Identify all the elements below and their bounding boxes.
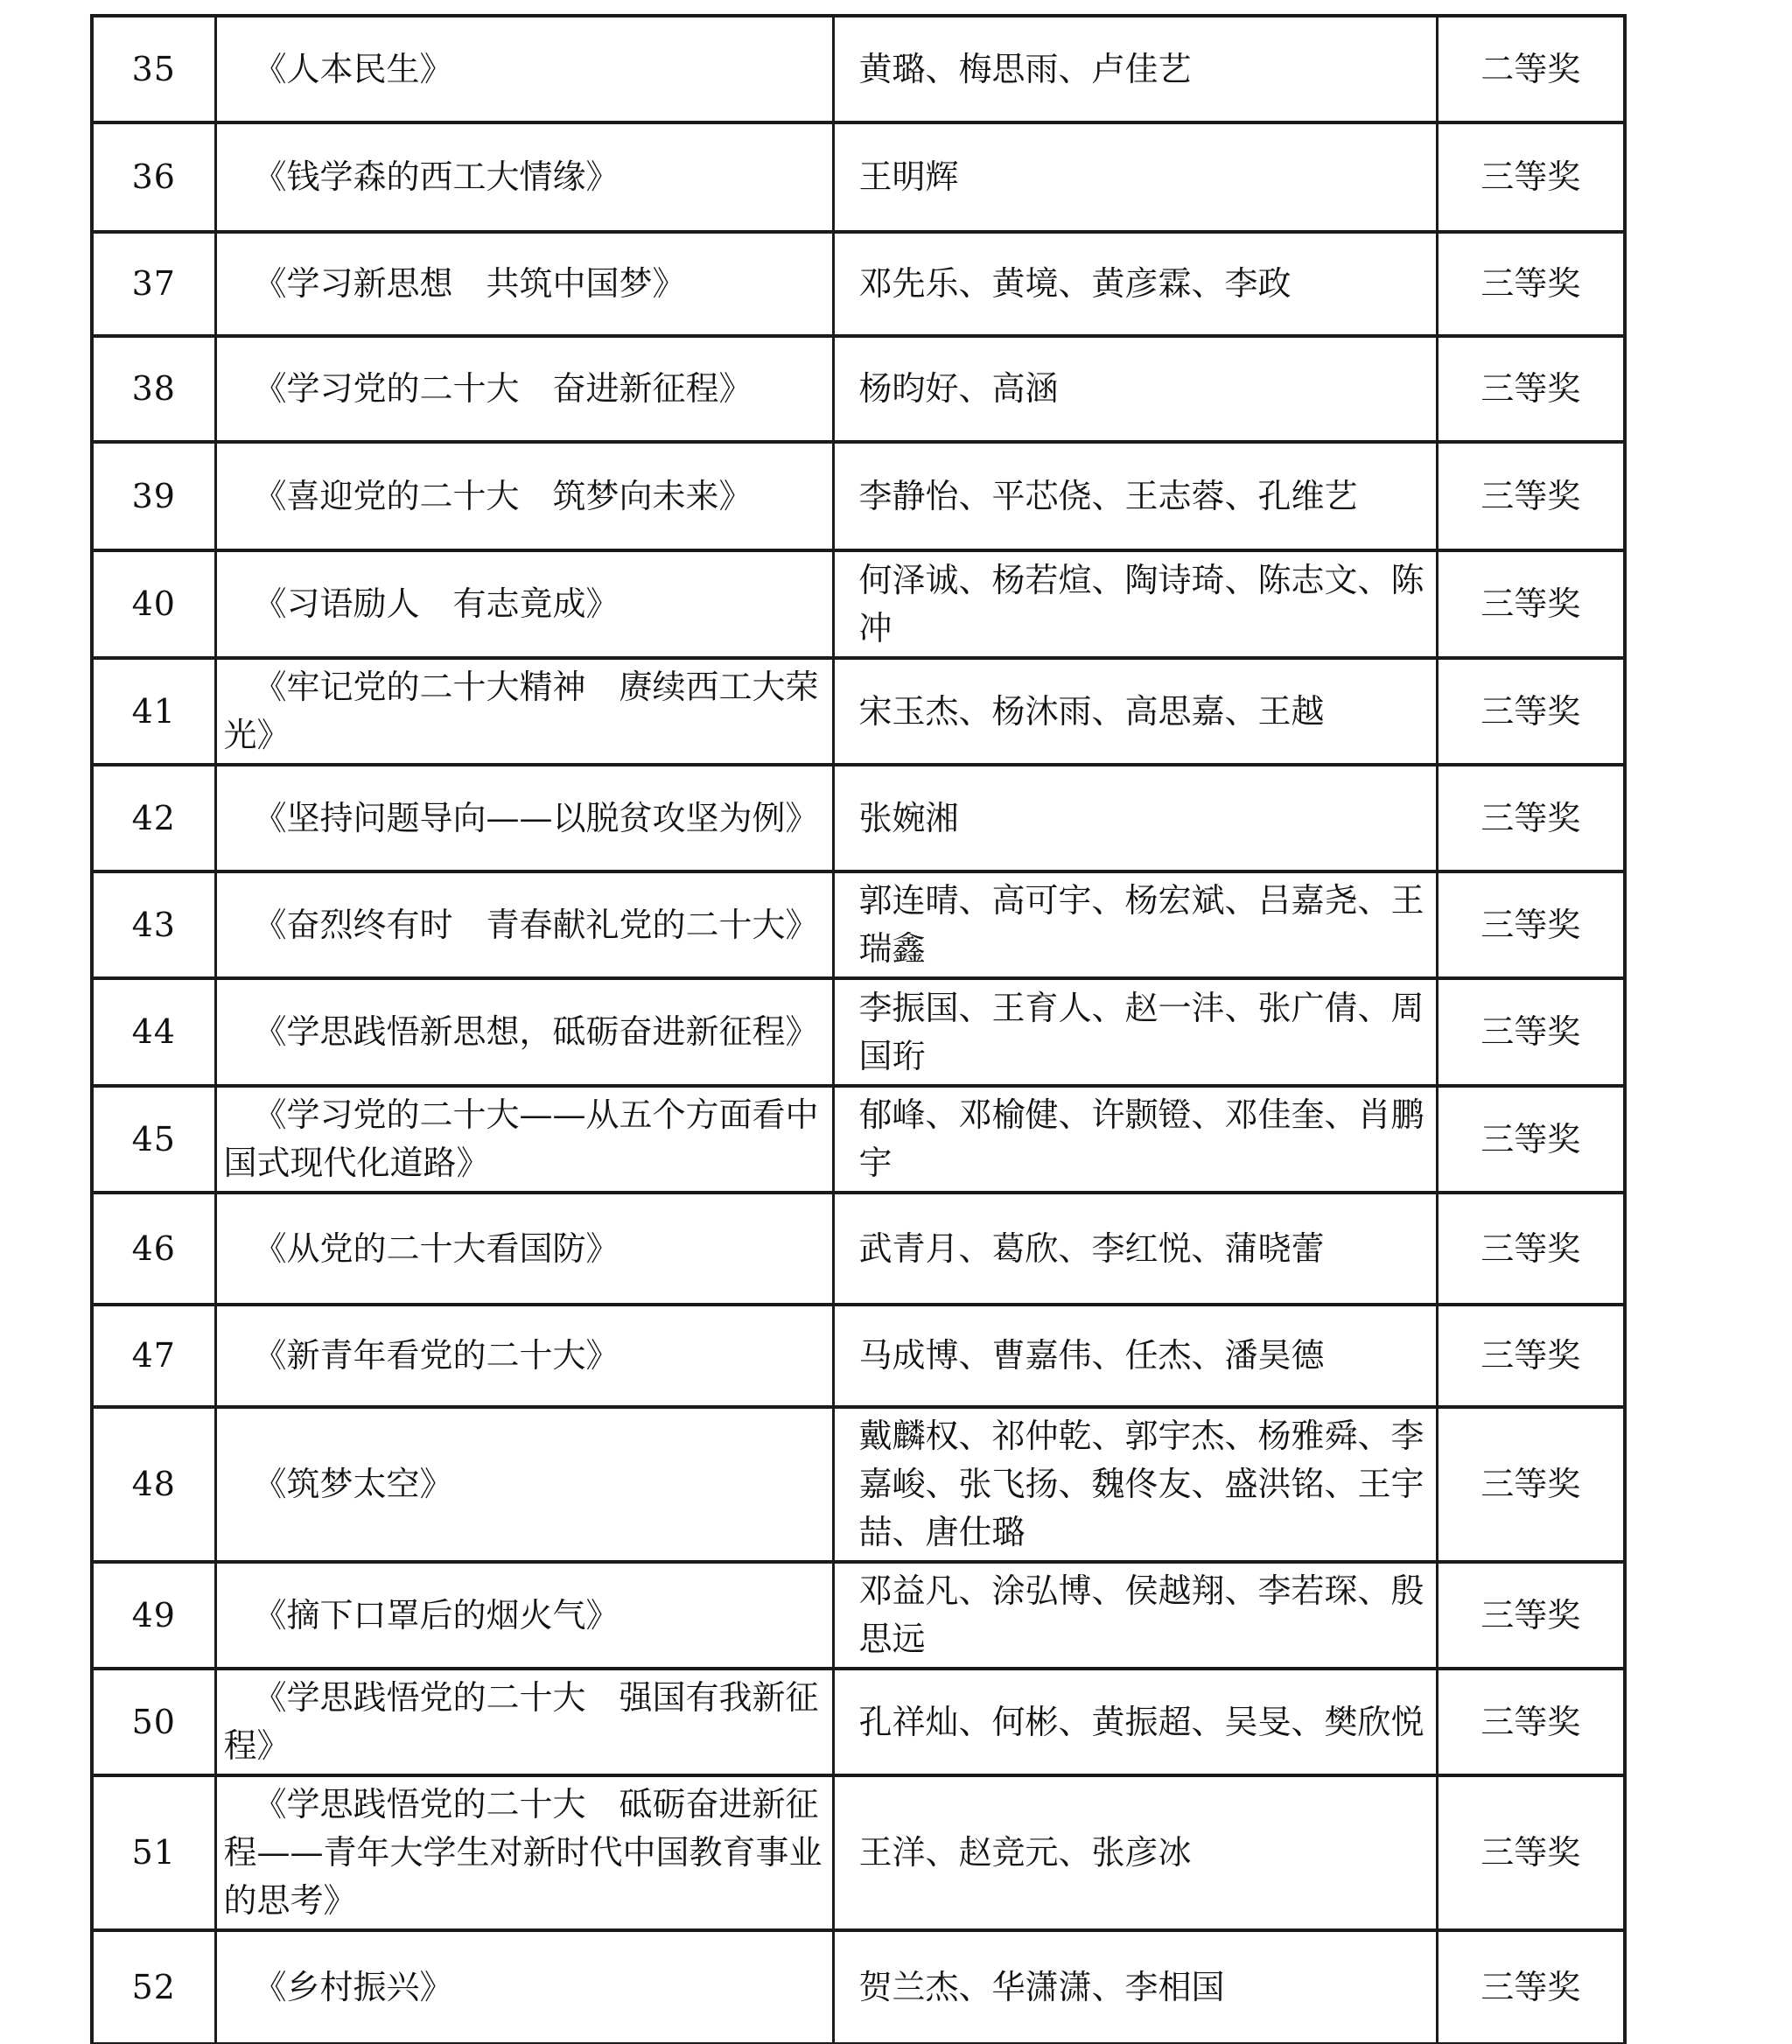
award-cell: 三等奖 (1437, 1086, 1625, 1193)
award-cell: 三等奖 (1437, 1305, 1625, 1407)
table-row (92, 1193, 1625, 1305)
row-number-cell: 46 (92, 1193, 215, 1305)
title-cell: 《习语励人 有志竟成》 (215, 550, 833, 658)
row-number-cell: 41 (92, 658, 215, 765)
names-cell: 贺兰杰、华潇潇、李相国 (833, 1930, 1437, 2044)
row-number-cell: 39 (92, 442, 215, 550)
table-row (92, 658, 1625, 765)
table-row (92, 550, 1625, 658)
title-cell: 《学习新思想 共筑中国梦》 (215, 232, 833, 336)
award-cell: 三等奖 (1437, 1407, 1625, 1562)
award-cell: 三等奖 (1437, 442, 1625, 550)
row-number-cell: 45 (92, 1086, 215, 1193)
names-cell: 郁峰、邓榆健、许颢镫、邓佳奎、肖鹏宇 (833, 1086, 1437, 1193)
title-cell: 《乡村振兴》 (215, 1930, 833, 2044)
names-cell: 黄璐、梅思雨、卢佳艺 (833, 16, 1437, 122)
row-number-cell: 52 (92, 1930, 215, 2044)
table-row (92, 1086, 1625, 1193)
title-cell: 《学习党的二十大——从五个方面看中国式现代化道路》 (215, 1086, 833, 1193)
title-cell: 《学思践悟党的二十大 强国有我新征程》 (215, 1669, 833, 1775)
title-cell: 《奋烈终有时 青春献礼党的二十大》 (215, 872, 833, 978)
table-row (92, 232, 1625, 336)
names-cell: 王洋、赵竞元、张彦冰 (833, 1775, 1437, 1930)
names-cell: 李振国、王育人、赵一沣、张广倩、周国珩 (833, 978, 1437, 1086)
table-row (92, 978, 1625, 1086)
row-number-cell: 50 (92, 1669, 215, 1775)
names-cell: 何泽诚、杨若煊、陶诗琦、陈志文、陈冲 (833, 550, 1437, 658)
title-cell: 《摘下口罩后的烟火气》 (215, 1562, 833, 1669)
table-row (92, 1930, 1625, 2044)
award-cell: 三等奖 (1437, 232, 1625, 336)
title-cell: 《从党的二十大看国防》 (215, 1193, 833, 1305)
title-cell: 《学思践悟新思想，砥砺奋进新征程》 (215, 978, 833, 1086)
row-number-cell: 44 (92, 978, 215, 1086)
table-row (92, 122, 1625, 232)
award-cell: 三等奖 (1437, 872, 1625, 978)
names-cell: 马成博、曹嘉伟、任杰、潘昊德 (833, 1305, 1437, 1407)
award-cell: 三等奖 (1437, 978, 1625, 1086)
table-row (92, 765, 1625, 872)
row-number-cell: 35 (92, 16, 215, 122)
award-cell: 三等奖 (1437, 1562, 1625, 1669)
names-cell: 邓先乐、黄境、黄彦霖、李政 (833, 232, 1437, 336)
table-row (92, 442, 1625, 550)
award-cell: 三等奖 (1437, 122, 1625, 232)
award-cell: 三等奖 (1437, 765, 1625, 872)
names-cell: 王明辉 (833, 122, 1437, 232)
row-number-cell: 47 (92, 1305, 215, 1407)
award-cell: 三等奖 (1437, 1193, 1625, 1305)
title-cell: 《钱学森的西工大情缘》 (215, 122, 833, 232)
title-cell: 《新青年看党的二十大》 (215, 1305, 833, 1407)
names-cell: 宋玉杰、杨沐雨、高思嘉、王越 (833, 658, 1437, 765)
row-number-cell: 42 (92, 765, 215, 872)
row-number-cell: 37 (92, 232, 215, 336)
award-cell: 三等奖 (1437, 658, 1625, 765)
title-cell: 《人本民生》 (215, 16, 833, 122)
row-number-cell: 48 (92, 1407, 215, 1562)
names-cell: 张婉湘 (833, 765, 1437, 872)
award-cell: 二等奖 (1437, 16, 1625, 122)
names-cell: 戴麟权、祁仲乾、郭宇杰、杨雅舜、李嘉峻、张飞扬、魏佟友、盛洪铭、王宇喆、唐仕璐 (833, 1407, 1437, 1562)
award-cell: 三等奖 (1437, 550, 1625, 658)
table-row (92, 1775, 1625, 1930)
award-cell: 三等奖 (1437, 1669, 1625, 1775)
row-number-cell: 51 (92, 1775, 215, 1930)
award-results-table (90, 14, 1627, 2044)
row-number-cell: 38 (92, 336, 215, 442)
table-row (92, 16, 1625, 122)
names-cell: 孔祥灿、何彬、黄振超、吴旻、樊欣悦 (833, 1669, 1437, 1775)
table-row (92, 872, 1625, 978)
award-cell: 三等奖 (1437, 1775, 1625, 1930)
names-cell: 杨昀好、高涵 (833, 336, 1437, 442)
title-cell: 《喜迎党的二十大 筑梦向未来》 (215, 442, 833, 550)
title-cell: 《牢记党的二十大精神 赓续西工大荣光》 (215, 658, 833, 765)
names-cell: 李静怡、平芯侥、王志蓉、孔维艺 (833, 442, 1437, 550)
award-cell: 三等奖 (1437, 336, 1625, 442)
table-row (92, 1669, 1625, 1775)
award-cell: 三等奖 (1437, 1930, 1625, 2044)
row-number-cell: 36 (92, 122, 215, 232)
table-row (92, 336, 1625, 442)
row-number-cell: 43 (92, 872, 215, 978)
title-cell: 《筑梦太空》 (215, 1407, 833, 1562)
names-cell: 郭连晴、高可宇、杨宏斌、吕嘉尧、王瑞鑫 (833, 872, 1437, 978)
table-row (92, 1407, 1625, 1562)
names-cell: 武青月、葛欣、李红悦、蒲晓蕾 (833, 1193, 1437, 1305)
title-cell: 《学习党的二十大 奋进新征程》 (215, 336, 833, 442)
table-row (92, 1562, 1625, 1669)
row-number-cell: 49 (92, 1562, 215, 1669)
title-cell: 《坚持问题导向——以脱贫攻坚为例》 (215, 765, 833, 872)
title-cell: 《学思践悟党的二十大 砥砺奋进新征程——青年大学生对新时代中国教育事业的思考》 (215, 1775, 833, 1930)
names-cell: 邓益凡、涂弘博、侯越翔、李若琛、殷思远 (833, 1562, 1437, 1669)
row-number-cell: 40 (92, 550, 215, 658)
table-row (92, 1305, 1625, 1407)
